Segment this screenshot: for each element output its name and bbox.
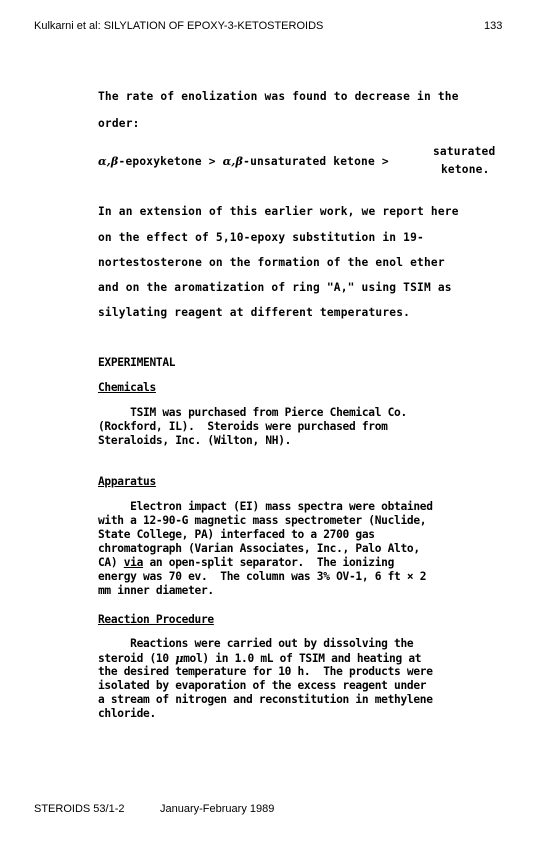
apparatus-heading: Apparatus: [98, 475, 156, 488]
alpha-beta-symbol: α,β: [222, 154, 244, 168]
experimental-heading: EXPERIMENTAL: [98, 356, 176, 369]
paragraph-line: (Rockford, IL). Steroids were purchased from: [98, 420, 388, 433]
paragraph-line: and on the aromatization of ring "A," using TSIM as: [98, 281, 452, 294]
paragraph-line: a stream of nitrogen and reconstitution in methylene: [98, 693, 433, 706]
paragraph-line: Electron impact (EI) mass spectra were obtained: [98, 500, 433, 513]
paragraph-line: TSIM was purchased from Pierce Chemical Co.: [98, 406, 407, 419]
rate-line-2: order:: [98, 117, 140, 130]
enolization-order: [98, 154, 389, 168]
paragraph-line: energy was 70 ev. The column was 3% OV-1, 6 ft × 2: [98, 570, 427, 583]
paragraph-line: [98, 651, 421, 665]
paragraph-line: isolated by evaporation of the excess reagent under: [98, 679, 427, 692]
rate-line-1: The rate of enolization was found to decrease in the: [98, 90, 459, 103]
via-post-text: an open-split separator. The ionizing: [143, 556, 395, 569]
paragraph-line: chromatograph (Varian Associates, Inc., Palo Alto,: [98, 542, 420, 555]
paragraph-line: State College, PA) interfaced to a 2700 gas: [98, 528, 375, 541]
steroid-amount-post: mol) in 1.0 mL of TSIM and heating at: [183, 652, 422, 665]
footer-date: January-February 1989: [160, 803, 275, 815]
alpha-beta-symbol: α,β: [98, 154, 119, 168]
order-text-2: -unsaturated ketone >: [243, 155, 389, 168]
paragraph-line: the desired temperature for 10 h. The products were: [98, 665, 433, 678]
via-italic-word: via: [123, 556, 144, 569]
reaction-procedure-heading: Reaction Procedure: [98, 613, 214, 626]
paragraph-line: silylating reagent at different temperatures.: [98, 306, 411, 319]
paragraph-line: In an extension of this earlier work, we report here: [98, 205, 459, 218]
steroid-amount-pre: steroid (10: [98, 652, 176, 665]
paragraph-line: with a 12-90-G magnetic mass spectrometer (Nuclide,: [98, 514, 427, 527]
page-number: 133: [484, 20, 503, 32]
order-text-1: -epoxyketone >: [118, 155, 223, 168]
paragraph-line: Steraloids, Inc. (Wilton, NH).: [98, 434, 292, 447]
running-title: Kulkarni et al: SILYLATION OF EPOXY-3-KETOSTEROIDS: [34, 20, 324, 32]
paragraph-line: chloride.: [98, 707, 156, 720]
paragraph-line: [98, 556, 394, 569]
via-pre-text: CA): [98, 556, 124, 569]
paragraph-line: Reactions were carried out by dissolving the: [98, 637, 414, 650]
chemicals-heading: Chemicals: [98, 381, 156, 394]
paragraph-line: on the effect of 5,10-epoxy substitution in 19-: [98, 231, 424, 244]
paragraph-line: mm inner diameter.: [98, 584, 214, 597]
mu-symbol: μ: [175, 651, 184, 665]
saturated-word: saturated: [433, 145, 496, 158]
footer-journal: STEROIDS 53/1-2: [34, 803, 125, 815]
paragraph-line: nortestosterone on the formation of the enol ether: [98, 256, 445, 269]
ketone-word: ketone.: [441, 163, 490, 176]
